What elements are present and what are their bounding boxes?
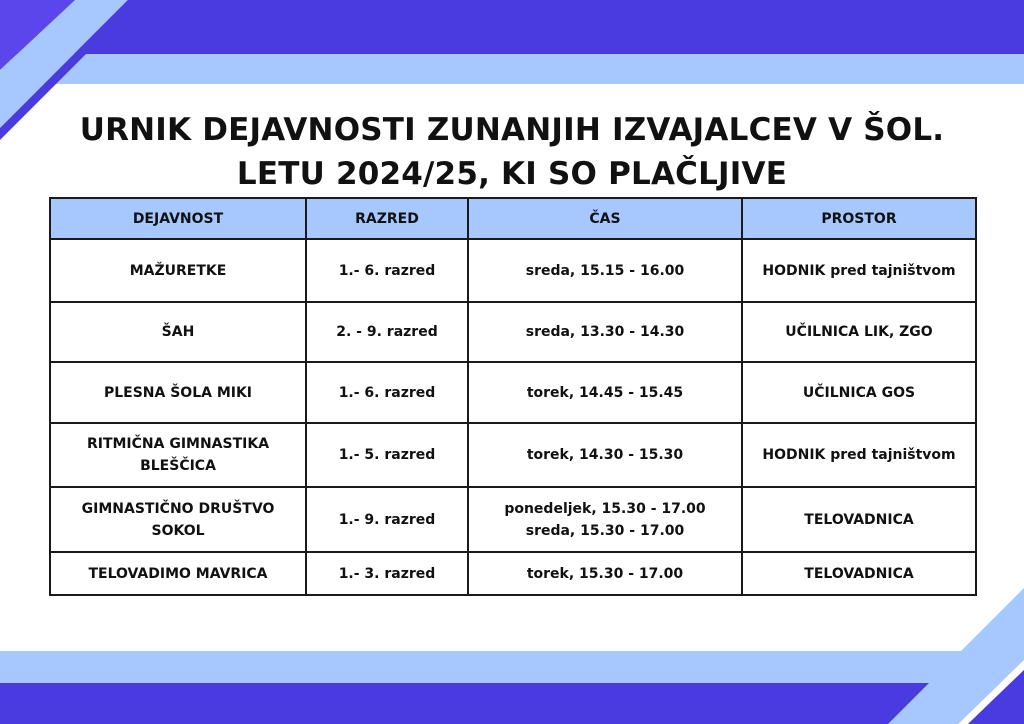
cell-grade: 1.- 6. razred xyxy=(306,362,468,423)
cell-time xyxy=(468,239,742,302)
title-line-2: LETU 2024/25, KI SO PLAČLJIVE xyxy=(236,156,788,192)
cell-activity xyxy=(50,302,306,362)
bottom-light-band xyxy=(0,651,1024,683)
header-room: PROSTOR xyxy=(742,198,976,239)
time-line: sreda, 15.15 - 16.00 xyxy=(525,262,685,279)
cell-time xyxy=(468,362,742,423)
cell-time xyxy=(468,302,742,362)
activity-line: ŠAH xyxy=(161,324,195,340)
cell-grade: 1.- 3. razred xyxy=(306,552,468,595)
cell-time xyxy=(468,487,742,552)
header-time: ČAS xyxy=(468,198,742,239)
cell-grade: 1.- 6. razred xyxy=(306,239,468,302)
cell-activity xyxy=(50,552,306,595)
cell-room: HODNIK pred tajništvom xyxy=(742,239,976,302)
cell-grade: 1.- 5. razred xyxy=(306,423,468,487)
cell-grade: 2. - 9. razred xyxy=(306,302,468,362)
activity-line: MAŽURETKE xyxy=(129,262,227,279)
time-line: sreda, 13.30 - 14.30 xyxy=(525,324,685,340)
bottom-dark-band xyxy=(0,683,1024,724)
activity-line: BLEŠČICA xyxy=(140,458,216,474)
schedule-table xyxy=(49,197,977,596)
table-row xyxy=(50,487,976,552)
cell-time xyxy=(468,423,742,487)
time-line: torek, 15.30 - 17.00 xyxy=(526,565,684,582)
cell-room: UČILNICA LIK, ZGO xyxy=(742,302,976,362)
cell-room: HODNIK pred tajništvom xyxy=(742,423,976,487)
table-row xyxy=(50,362,976,423)
cell-grade: 1.- 9. razred xyxy=(306,487,468,552)
cell-room: TELOVADNICA xyxy=(742,552,976,595)
activity-line: RITMIČNA GIMNASTIKA xyxy=(86,436,270,452)
top-light-band xyxy=(0,54,1024,84)
cell-activity xyxy=(50,239,306,302)
table-row xyxy=(50,239,976,302)
table-row xyxy=(50,423,976,487)
header-activity: DEJAVNOST xyxy=(50,198,306,239)
title-line-1: URNIK DEJAVNOSTI ZUNANJIH IZVAJALCEV V ŠOL. xyxy=(79,112,945,148)
cell-activity xyxy=(50,362,306,423)
cell-activity xyxy=(50,423,306,487)
time-line: torek, 14.30 - 15.30 xyxy=(526,447,684,463)
activity-line: PLESNA ŠOLA MIKI xyxy=(103,384,253,401)
page-title xyxy=(0,108,1024,196)
cell-time xyxy=(468,552,742,595)
top-dark-band xyxy=(0,0,1024,54)
activity-line: SOKOL xyxy=(151,522,205,539)
cell-activity xyxy=(50,487,306,552)
table-row xyxy=(50,552,976,595)
time-line: torek, 14.45 - 15.45 xyxy=(526,384,684,401)
time-line: sreda, 15.30 - 17.00 xyxy=(525,522,685,539)
time-line: ponedeljek, 15.30 - 17.00 xyxy=(504,500,706,517)
header-grade: RAZRED xyxy=(306,198,468,239)
table-row xyxy=(50,302,976,362)
cell-room: TELOVADNICA xyxy=(742,487,976,552)
activity-line: GIMNASTIČNO DRUŠTVO xyxy=(81,500,275,517)
cell-room: UČILNICA GOS xyxy=(742,362,976,423)
activity-line: TELOVADIMO MAVRICA xyxy=(88,565,268,582)
table-header-row xyxy=(50,198,976,239)
